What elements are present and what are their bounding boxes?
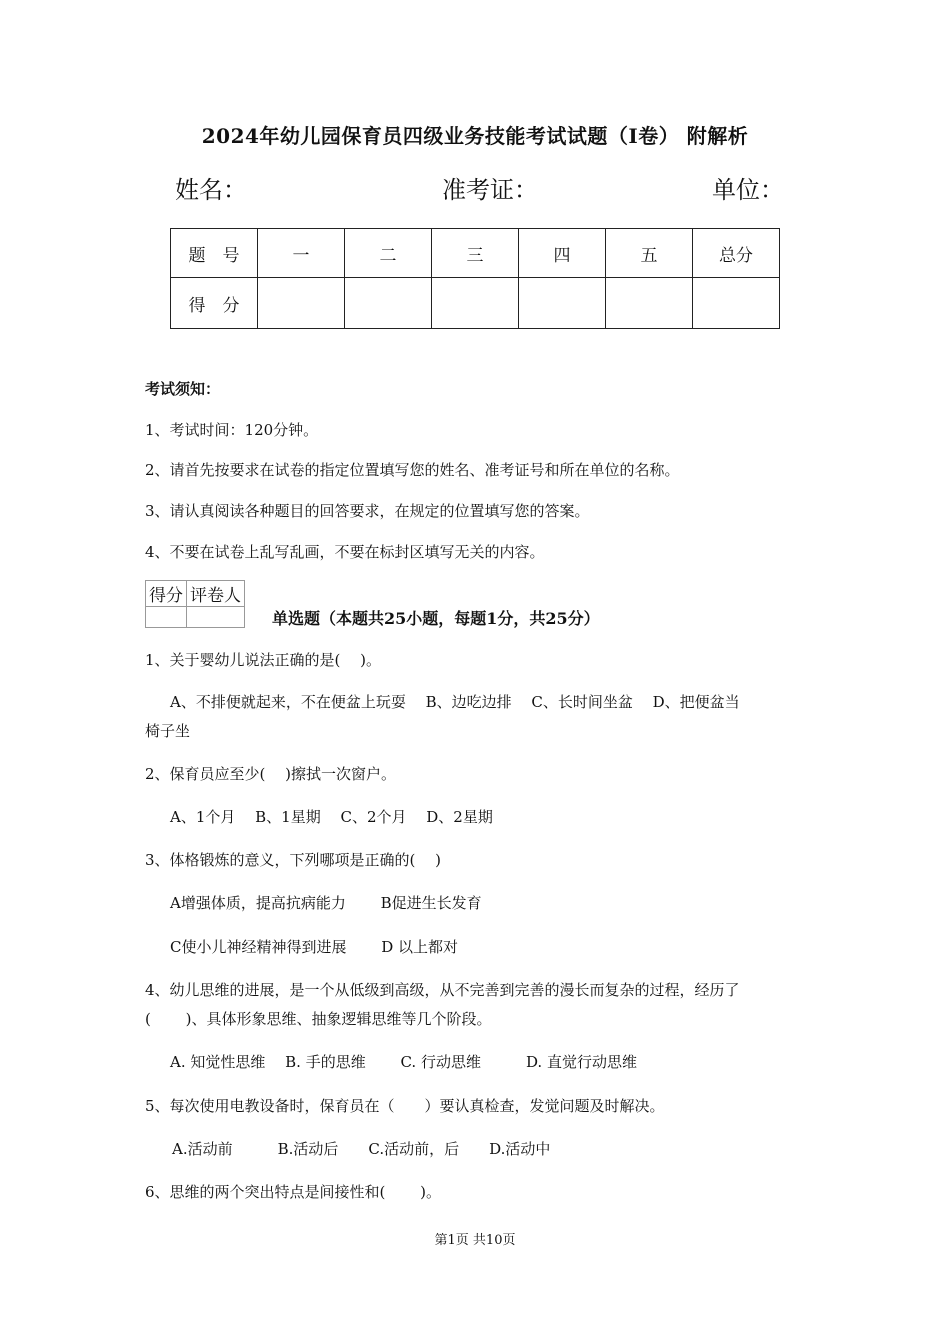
score-cell-2: 二 — [345, 229, 432, 278]
score-cell-label: 题 号 — [171, 229, 258, 278]
grader-reviewer-cell[interactable] — [187, 607, 245, 628]
score-input-4[interactable] — [519, 278, 606, 329]
grader-score-cell[interactable] — [146, 607, 187, 628]
exam-title: 2024年幼儿园保育员四级业务技能考试试题（I卷） 附解析 — [201, 124, 749, 148]
question-5-options: A.活动前 B.活动后 C.活动前，后 D.活动中 — [172, 1140, 551, 1158]
score-table-score-row — [171, 278, 780, 329]
score-cell-4: 四 — [519, 229, 606, 278]
score-input-2[interactable] — [345, 278, 432, 329]
question-4-stem-cont: ( )、具体形象思维、抽象逻辑思维等几个阶段。 — [145, 1010, 492, 1028]
question-4-stem: 4、幼儿思维的进展，是一个从低级到高级，从不完善到完善的漫长而复杂的过程，经历了 — [145, 981, 740, 999]
question-1-options-cont: 椅子坐 — [145, 722, 191, 740]
grader-box — [145, 580, 245, 628]
notice-title: 考试须知： — [145, 380, 221, 398]
question-1-options: A、不排便就起来，不在便盆上玩耍 B、边吃边排 C、长时间坐盆 D、把便盆当 — [170, 693, 740, 711]
score-table — [170, 228, 780, 329]
unit-label: 单位： — [712, 176, 784, 204]
grader-score-label: 得分 — [146, 581, 187, 607]
notice-item-1: 1、考试时间：120分钟。 — [145, 421, 319, 439]
question-3-options-cont: C使小儿神经精神得到进展 D 以上都对 — [170, 938, 459, 956]
exam-id-label: 准考证： — [442, 176, 538, 204]
score-cell-3: 三 — [432, 229, 519, 278]
page-footer: 第1页 共10页 — [434, 1233, 516, 1248]
name-label: 姓名： — [175, 176, 247, 204]
score-cell-1: 一 — [258, 229, 345, 278]
score-row-label: 得 分 — [171, 278, 258, 329]
question-3-options: A增强体质，提高抗病能力 B促进生长发育 — [170, 894, 482, 912]
question-5-stem: 5、每次使用电教设备时，保育员在（ ）要认真检查，发觉问题及时解决。 — [145, 1097, 665, 1115]
notice-item-2: 2、请首先按要求在试卷的指定位置填写您的姓名、准考证号和所在单位的名称。 — [145, 461, 680, 479]
score-input-total[interactable] — [693, 278, 780, 329]
question-2-options: A、1个月 B、1星期 C、2个月 D、2星期 — [170, 808, 493, 826]
score-cell-5: 五 — [606, 229, 693, 278]
score-cell-total: 总分 — [693, 229, 780, 278]
question-6-stem: 6、思维的两个突出特点是间接性和( )。 — [145, 1183, 442, 1201]
question-3-stem: 3、体格锻炼的意义，下列哪项是正确的( ) — [145, 851, 442, 869]
score-input-1[interactable] — [258, 278, 345, 329]
score-table-header-row — [171, 229, 780, 278]
question-1-stem: 1、关于婴幼儿说法正确的是( )。 — [145, 651, 382, 669]
question-4-options: A. 知觉性思维 B. 手的思维 C. 行动思维 D. 直觉行动思维 — [170, 1053, 637, 1071]
section-title: 单选题（本题共25小题，每题1分，共25分） — [272, 609, 600, 628]
notice-item-4: 4、不要在试卷上乱写乱画，不要在标封区填写无关的内容。 — [145, 543, 545, 561]
notice-item-3: 3、请认真阅读各种题目的回答要求，在规定的位置填写您的答案。 — [145, 502, 590, 520]
grader-reviewer-label: 评卷人 — [187, 581, 245, 607]
score-input-3[interactable] — [432, 278, 519, 329]
score-input-5[interactable] — [606, 278, 693, 329]
question-2-stem: 2、保育员应至少( )擦拭一次窗户。 — [145, 765, 397, 783]
